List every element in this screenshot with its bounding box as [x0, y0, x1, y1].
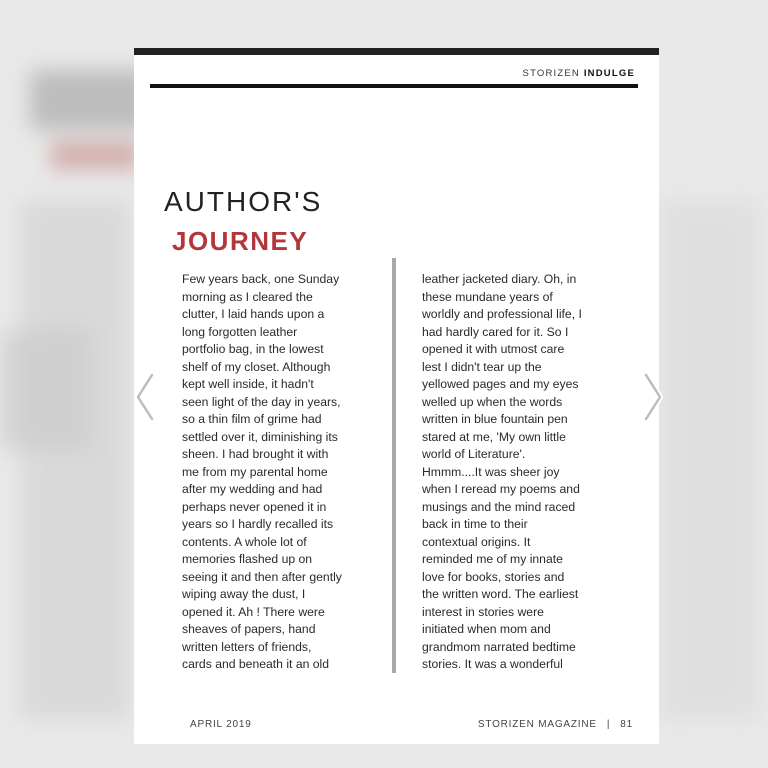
backdrop-shape [50, 140, 140, 170]
text-line: written in blue fountain pen [422, 412, 568, 426]
text-line: opened it with utmost care [422, 342, 565, 356]
left-column [182, 271, 372, 674]
column-divider [392, 258, 396, 673]
text-line: the written word. The earliest [422, 587, 579, 601]
text-line: shelf of my closet. Although [182, 359, 331, 374]
text-line: when I reread my poems and [422, 482, 580, 496]
section-header [523, 68, 635, 79]
text-line: sheaves of papers, hand [182, 622, 316, 636]
text-line: lest I didn't tear up the [422, 359, 542, 374]
page-subtitle: JOURNEY [172, 226, 309, 256]
footer-magazine-name: STORIZEN MAGAZINE [477, 719, 597, 730]
text-line: these mundane years of [422, 289, 553, 304]
backdrop-shape [20, 200, 130, 720]
text-line: interest in stories were [422, 604, 544, 619]
text-line: morning as I cleared the [182, 289, 313, 304]
text-line: after my wedding and had [182, 482, 323, 496]
text-line: kept well inside, it hadn't [182, 377, 314, 391]
backdrop-shape [660, 200, 760, 720]
text-line: so a thin film of grime had [182, 412, 322, 426]
footer-magazine [478, 719, 633, 730]
magazine-page [134, 48, 659, 744]
text-line: memories flashed up on [182, 552, 313, 566]
text-line: worldly and professional life, I [422, 307, 582, 321]
text-line: musings and the mind raced [422, 499, 576, 514]
backdrop-shape [30, 70, 150, 130]
top-bar [134, 48, 659, 55]
text-line: seen light of the day in years, [182, 394, 341, 409]
text-line: opened it. Ah ! There were [182, 604, 325, 619]
chevron-left-icon[interactable] [134, 372, 156, 422]
text-line: me from my parental home [182, 464, 328, 479]
text-line: perhaps never opened it in [182, 499, 327, 514]
text-line: welled up when the words [422, 394, 563, 409]
page-number: 81 [620, 719, 633, 730]
text-line: leather jacketed diary. Oh, in [422, 272, 577, 286]
text-line: love for books, stories and [422, 569, 565, 584]
text-line: Hmmm....It was sheer joy [422, 464, 560, 479]
text-line: stories. It was a wonderful [422, 657, 563, 671]
header-rule [150, 84, 638, 88]
text-line: back in time to their [422, 517, 528, 531]
header-brand: STORIZEN [522, 68, 580, 79]
text-line: cards and beneath it an old [182, 657, 330, 671]
header-section: INDULGE [583, 68, 635, 79]
text-line: world of Literature'. [422, 447, 526, 461]
text-line: initiated when mom and [422, 622, 551, 636]
text-line: wiping away the dust, I [182, 587, 306, 601]
text-line: long forgotten leather [182, 324, 298, 339]
text-line: contextual origins. It [422, 534, 531, 549]
text-line: portfolio bag, in the lowest [182, 342, 324, 356]
text-line: sheen. I had brought it with [182, 447, 329, 461]
footer-separator: | [606, 719, 611, 730]
page-title: AUTHOR'S [164, 186, 323, 217]
right-column [422, 271, 612, 674]
text-line: years so I hardly recalled its [182, 517, 334, 531]
backdrop-shape [0, 330, 90, 450]
text-line: Few years back, one Sunday [182, 272, 340, 286]
text-line: stared at me, 'My own little [422, 429, 566, 444]
text-line: reminded me of my innate [422, 552, 563, 566]
chevron-right-icon[interactable] [642, 372, 664, 422]
text-line: written letters of friends, [182, 639, 312, 654]
text-line: had hardly cared for it. So I [422, 324, 569, 339]
text-line: yellowed pages and my eyes [422, 377, 579, 391]
text-line: seeing it and then after gently [182, 569, 342, 584]
text-line: grandmom narrated bedtime [422, 639, 576, 654]
footer-date: APRIL 2019 [190, 719, 252, 730]
text-line: clutter, I laid hands upon a [182, 307, 325, 321]
text-line: settled over it, diminishing its [182, 429, 338, 444]
text-line: contents. A whole lot of [182, 534, 307, 549]
